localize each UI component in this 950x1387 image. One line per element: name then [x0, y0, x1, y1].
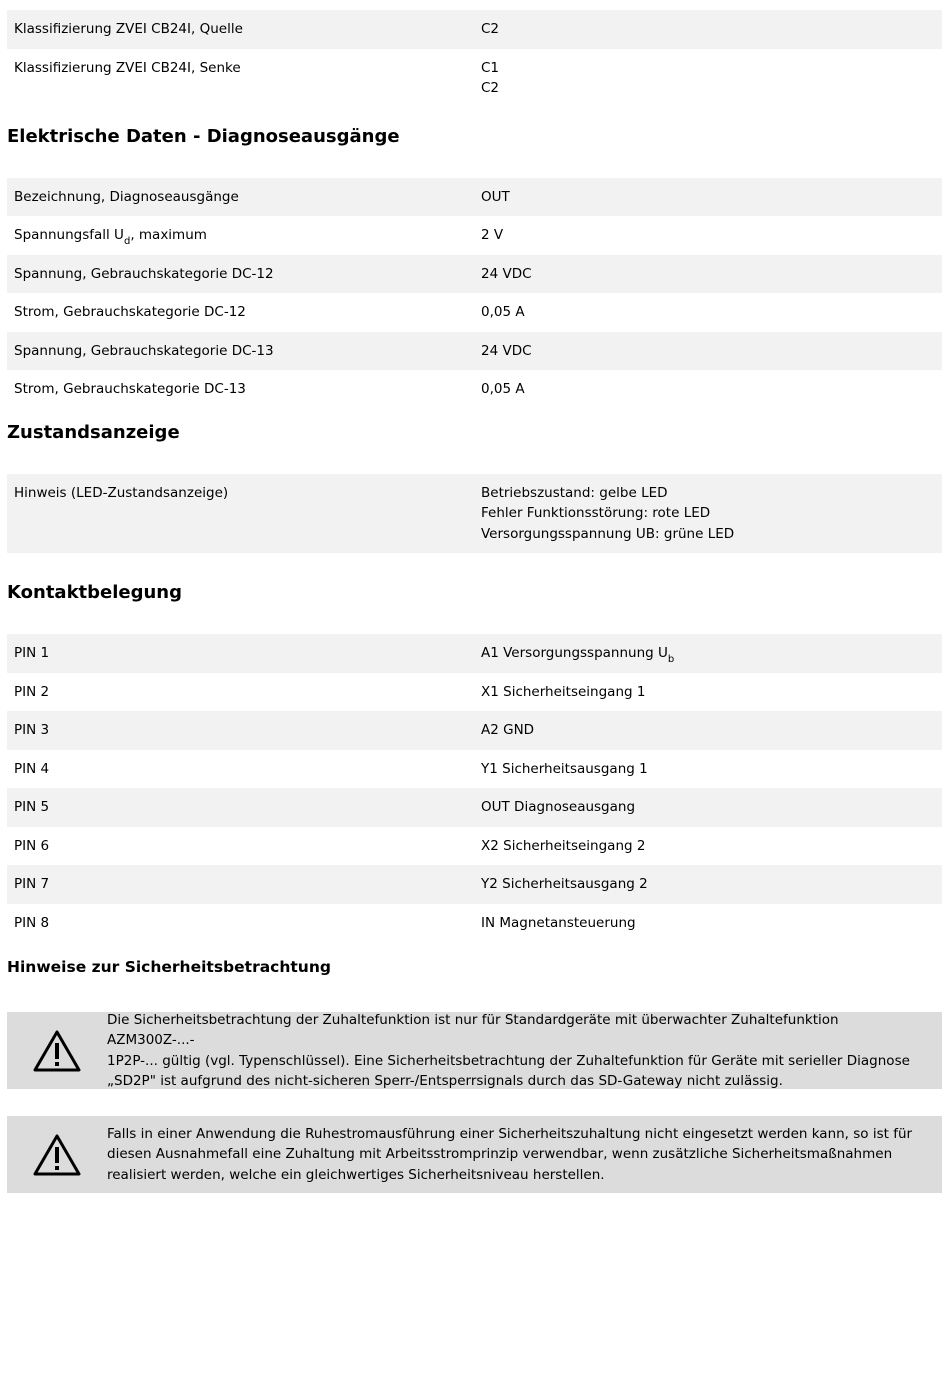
table-row: [7, 474, 942, 554]
pin-value: Y2 Sicherheitsausgang 2: [481, 876, 648, 892]
row-value: 2 V: [481, 227, 504, 243]
pin-label: PIN 2: [14, 683, 50, 700]
pin-label: PIN 8: [14, 914, 50, 931]
value-line: C1: [481, 59, 500, 76]
safety-warning: [7, 1116, 942, 1193]
row-label: Strom, Gebrauchskategorie DC-12: [14, 304, 246, 320]
pin-value: X1 Sicherheitseingang 1: [481, 683, 646, 700]
warning-line: 1P2P-... gültig (vgl. Typenschlüssel). Eine Sicherheitsbetrachtung der Zuhaltefunktion für Geräte mit serieller Diagnose: [107, 1052, 910, 1069]
table-row: [7, 827, 942, 866]
table-row: [7, 673, 942, 712]
warning-line: diesen Ausnahmefall eine Zuhaltung mit Arbeitsstromprinzip verwendbar, wenn zusätzliche Sicherheitsmaßnahmen: [107, 1146, 893, 1163]
table-row: [7, 216, 942, 255]
diagnose-table: [7, 178, 942, 409]
label-text: Spannungsfall U: [14, 227, 124, 243]
table-row: [7, 370, 942, 409]
row-label: Klassifizierung ZVEI CB24I, Quelle: [14, 21, 243, 37]
pin-label: PIN 3: [14, 722, 50, 738]
table-row: [7, 255, 942, 294]
pin-value: Y1 Sicherheitsausgang 1: [481, 760, 648, 777]
warning-text: [107, 1124, 942, 1186]
row-value: [474, 19, 942, 40]
pin-label: PIN 7: [14, 876, 50, 892]
row-label: [7, 225, 474, 246]
pin-value: [474, 643, 942, 664]
pin-value: A2 GND: [481, 722, 535, 738]
pin-label: PIN 6: [14, 837, 50, 854]
datasheet-page: [7, 10, 942, 1193]
section-title-status: Zustandsanzeige: [7, 421, 180, 443]
row-value: OUT: [481, 188, 510, 205]
table-row: [7, 711, 942, 750]
pin-value: IN Magnetansteuerung: [481, 914, 636, 931]
pin-value: OUT Diagnoseausgang: [481, 799, 636, 815]
value-line: Fehler Funktionsstörung: rote LED: [481, 505, 711, 521]
row-value: [474, 483, 942, 545]
row-label: Klassifizierung ZVEI CB24I, Senke: [14, 59, 241, 76]
label-text: , maximum: [130, 227, 207, 243]
value-text: A1 Versorgungsspannung U: [481, 645, 668, 661]
label-subscript: d: [123, 236, 131, 247]
row-label: Bezeichnung, Diagnoseausgänge: [14, 188, 239, 205]
table-row: [7, 904, 942, 943]
table-row: [7, 178, 942, 217]
row-label: Strom, Gebrauchskategorie DC-13: [14, 381, 246, 397]
value-line: C2: [481, 21, 500, 37]
table-row: [7, 634, 942, 673]
warning-text: [107, 1010, 942, 1092]
status-table: [7, 474, 942, 554]
safety-warning: [7, 1012, 942, 1089]
row-value: [474, 58, 942, 99]
warning-triangle-icon: [32, 1133, 82, 1177]
value-line: Betriebszustand: gelbe LED: [481, 484, 668, 501]
value-line: C2: [481, 80, 500, 96]
warning-icon-wrap: [7, 1133, 107, 1177]
table-row: [7, 865, 942, 904]
table-row: [7, 750, 942, 789]
table-row: [7, 49, 942, 108]
value-subscript: b: [667, 654, 675, 665]
warning-triangle-icon: [32, 1029, 82, 1073]
row-value: 24 VDC: [481, 342, 532, 359]
row-label: Spannung, Gebrauchskategorie DC-13: [14, 342, 274, 359]
pin-label: PIN 5: [14, 799, 50, 815]
row-label: Hinweis (LED-Zustandsanzeige): [14, 484, 229, 501]
table-row: [7, 293, 942, 332]
section-title-diagnose: Elektrische Daten - Diagnoseausgänge: [7, 125, 400, 147]
row-value: 0,05 A: [481, 304, 525, 320]
warning-line: Falls in einer Anwendung die Ruhestromausführung einer Sicherheitszuhaltung nicht eingesetzt werden kann, so ist für: [107, 1125, 913, 1142]
classification-table: [7, 10, 942, 108]
warning-line: Die Sicherheitsbetrachtung der Zuhaltefunktion ist nur für Standardgeräte mit überwachter Zuhaltefunktion AZM300Z-...-: [107, 1011, 839, 1048]
row-label: Spannung, Gebrauchskategorie DC-12: [14, 265, 274, 282]
warning-icon-wrap: [7, 1029, 107, 1073]
table-row: [7, 332, 942, 371]
row-value: 24 VDC: [481, 265, 532, 282]
value-line: Versorgungsspannung UB: grüne LED: [481, 525, 735, 542]
table-row: [7, 788, 942, 827]
row-value: 0,05 A: [481, 381, 525, 397]
section-title-safety: Hinweise zur Sicherheitsbetrachtung: [7, 958, 331, 976]
pin-value: X2 Sicherheitseingang 2: [481, 837, 646, 854]
pin-table: [7, 634, 942, 942]
pin-label: PIN 4: [14, 760, 50, 777]
section-title-pins: Kontaktbelegung: [7, 582, 183, 603]
warning-line: realisiert werden, welche ein gleichwertiges Sicherheitsniveau herstellen.: [107, 1166, 605, 1183]
table-row: [7, 10, 942, 49]
warning-line: „SD2P" ist aufgrund des nicht-sicheren Sperr-/Entsperrsignals durch das SD-Gateway nicht zulässig.: [107, 1073, 783, 1089]
pin-label: PIN 1: [14, 645, 50, 661]
